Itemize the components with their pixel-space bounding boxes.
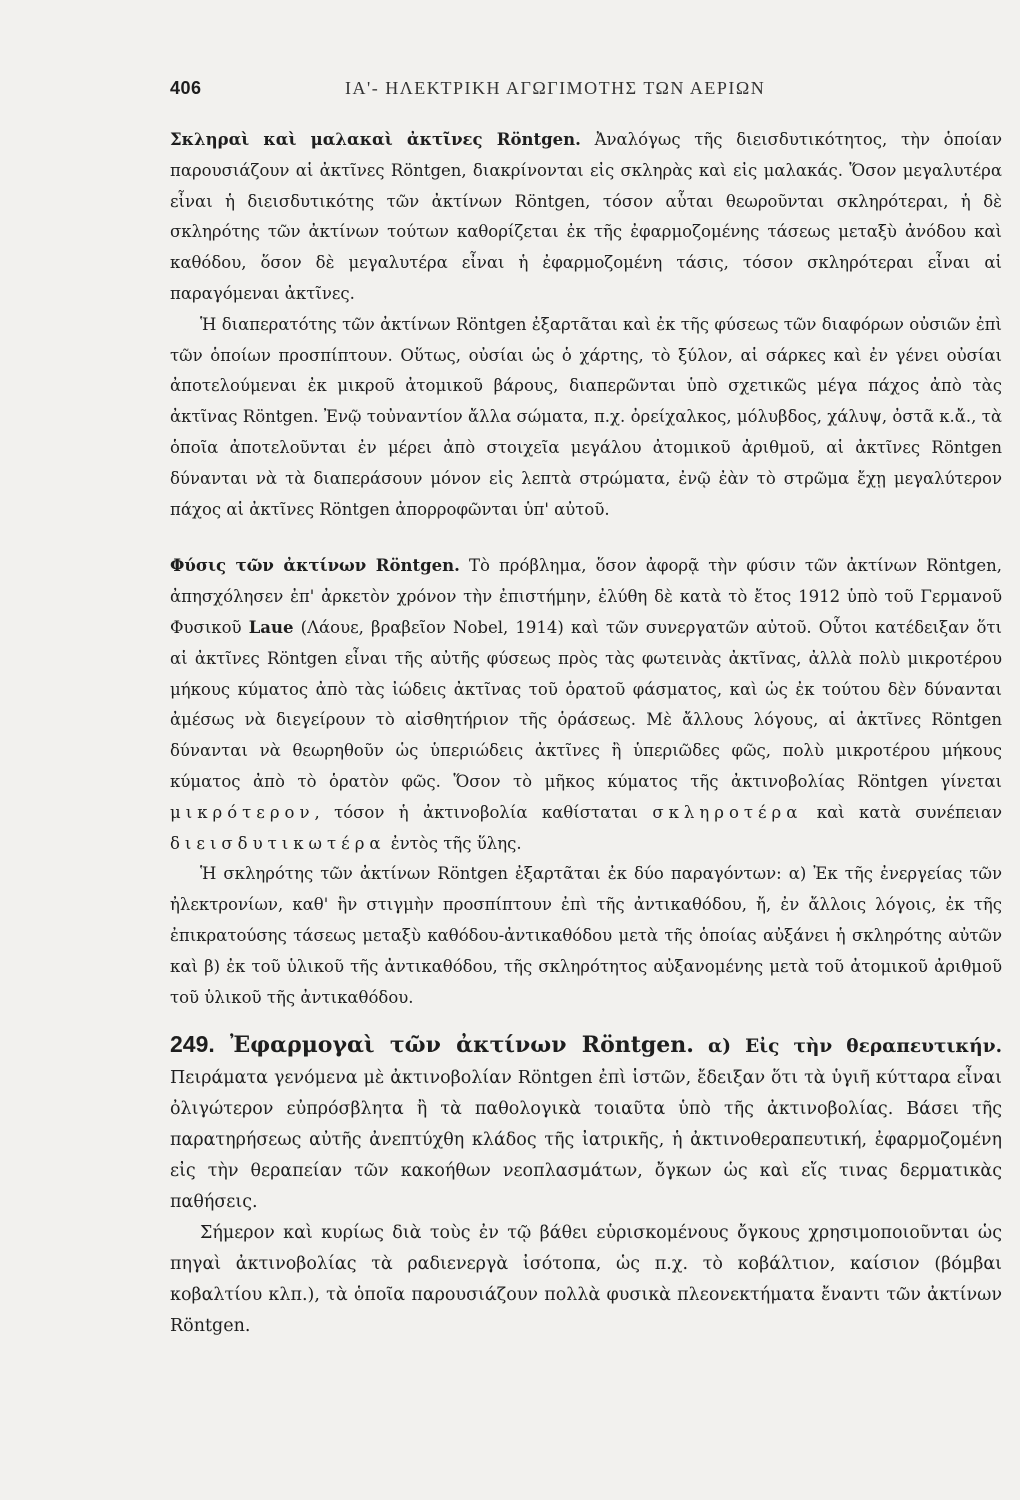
paragraph-text: (Λάουε, βραβεῖον Nobel, 1914) καὶ τῶν συνεργατῶν αὐτοῦ. Οὗτοι κατέδειξαν ὅτι αἱ ἀκτῖνες Röntgen εἶναι τῆς αὐτῆς φύσεως πρὸς τὰς φωτεινὰς ἀκτῖνας, ἀλλὰ πολὺ μικροτέρου μήκους κύματος ἀπὸ τὰς ἰώδεις ἀκτῖνας τοῦ ὁρατοῦ φάσματος, καὶ ὡς ἐκ τούτου δὲν δύνανται ἀμέσως νὰ διεγείρουν τὸ αἰσθητήριον τῆς ὁράσεως. Μὲ ἄλλους λόγους, αἱ ἀκτῖνες Röntgen δύνανται νὰ θεωρηθοῦν ὡς ὑπεριώδεις ἀκτῖνες ἢ ὑπεριῶδες φῶς, πολὺ μικροτέρου μήκους κύματος ἀπὸ τὸ ὁρατὸν φῶς. Ὅσον τὸ μῆκος κύματος τῆς ἀκτινοβολίας Röntgen γίνεται xyxy=(170,617,1002,791)
subsection-heading-nature: Φύσις τῶν ἀκτίνων Röntgen. xyxy=(170,556,460,576)
section-249 xyxy=(170,1029,1002,1218)
paragraph-text: Πειράματα γενόμενα μὲ ἀκτινοβολίαν Röntgen ἐπὶ ἱστῶν, ἔδειξαν ὅτι τὰ ὑγιῆ κύτταρα εἶναι ὀλιγώτερον εὐπρόσβλητα ἢ τὰ παθολογικὰ τοιαῦτα ὑπὸ τῆς ἀκτινοβολίας. Βάσει τῆς παρατηρήσεως αὐτῆς ἀνεπτύχθη κλάδος τῆς ἰατρικῆς, ἡ ἀκτινοθεραπευτική, ἐφαρμοζομένη εἰς τὴν θεραπείαν τῶν κακοήθων νεοπλασμάτων, ὄγκων ὡς καὶ εἴς τινας δερματικὰς παθήσεις. xyxy=(170,1068,1002,1213)
paragraph-text: Σήμερον καὶ κυρίως διὰ τοὺς ἐν τῷ βάθει εὑρισκομένους ὄγκους χρησιμοποιοῦνται ὡς πηγαὶ ἀκτινοβολίας τὰ ραδιενεργὰ ἰσότοπα, ὡς π.χ. τὸ κοβάλτιον, καίσιον (βόμβαι κοβαλτίου κλπ.), τὰ ὁποῖα παρουσιάζουν πολλὰ φυσικὰ πλεονεκτήματα ἔναντι τῶν ἀκτίνων Röntgen. xyxy=(170,1223,1002,1337)
paragraph xyxy=(170,859,1002,1013)
emphasized-word: σκληροτέρα xyxy=(652,802,803,822)
paragraph-text: Ἀναλόγως τῆς διεισδυτικότητος, τὴν ὁποίαν παρουσιάζουν αἱ ἀκτῖνες Röntgen, διακρίνονται εἰς σκληρὰς καὶ εἰς μαλακάς. Ὅσον μεγαλυτέρα εἶναι ἡ διεισδυτικότης τῶν ἀκτίνων Röntgen, τόσον αὗται θεωροῦνται σκληρότεραι, ἡ δὲ σκληρότης τῶν ἀκτίνων τούτων καθορίζεται ἐκ τῆς ἐφαρμοζομένης τάσεως μεταξὺ ἀνόδου καὶ καθόδου, ὅσον δὲ μεγαλυτέρα εἶναι ἡ ἐφαρμοζομένη τάσις, τόσον σκληρότεραι εἶναι αἱ παραγόμεναι ἀκτῖνες. xyxy=(170,130,1003,303)
section-number: 249. xyxy=(170,1031,215,1058)
paragraph-text: ἐντὸς τῆς ὕλης. xyxy=(385,833,522,853)
paragraph-text: Τὸ πρόβλημα, ὅσον ἀφορᾷ τὴν φύσιν τῶν ἀκτίνων Röntgen, ἀπησχόλησεν ἐπ' ἀρκετὸν χρόνον τὴν ἐπιστήμην, ἐλύθη δὲ κατὰ τὸ ἔτος 1912 ὑπὸ τοῦ Γερμανοῦ Φυσικοῦ xyxy=(170,556,1002,637)
section-subtitle: α) Εἰς τὴν θεραπευτικήν. xyxy=(693,1036,1003,1058)
paragraph xyxy=(170,125,1002,310)
emphasized-word: μικρότερον xyxy=(170,802,315,822)
paragraph-text: , τόσον ἡ ἀκτινοβολία καθίσταται xyxy=(314,802,653,822)
paragraph-text: καὶ κατὰ συνέπειαν xyxy=(802,802,1002,822)
paragraph xyxy=(170,1218,1002,1342)
section-title: Ἐφαρμογαὶ τῶν ἀκτίνων Röntgen. xyxy=(214,1032,694,1059)
emphasized-word: διεισδυτικωτέρα xyxy=(170,833,386,853)
page-header xyxy=(170,78,1020,108)
subsection-heading-hard-soft: Σκληραὶ καὶ μαλακαὶ ἀκτῖνες Röntgen. xyxy=(170,130,581,149)
paragraph xyxy=(170,310,1002,526)
paragraph-text: Ἡ διαπερατότης τῶν ἀκτίνων Röntgen ἐξαρτᾶται καὶ ἐκ τῆς φύσεως τῶν διαφόρων οὐσιῶν ἐπὶ τῶν ὁποίων προσπίπτουν. Οὕτως, οὐσίαι ὡς ὁ χάρτης, τὸ ξύλον, αἱ σάρκες καὶ ἐν γένει οὐσίαι ἀποτελούμεναι ἐκ μικροῦ ἀτομικοῦ βάρους, διαπερῶνται ὑπὸ σχετικῶς μέγα πάχος ἀπὸ τὰς ἀκτῖνας Röntgen. Ἐνῷ τοὐναντίον ἄλλα σώματα, π.χ. ὀρείχαλκος, μόλυβδος, χάλυψ, ὀστᾶ κ.ἄ., τὰ ὁποῖα ἀποτελοῦνται ἐν μέρει ἀπὸ στοιχεῖα μεγάλου ἀτομικοῦ ἀριθμοῦ, αἱ ἀκτῖνες Röntgen δύνανται νὰ τὰ διαπεράσουν μόνον εἰς λεπτὰ στρώματα, ἐνῷ ἐὰν τὸ στρῶμα ἔχῃ μεγαλύτερον πάχος αἱ ἀκτῖνες Röntgen ἀπορροφῶνται ὑπ' αὐτοῦ. xyxy=(170,314,1002,519)
page-number: 406 xyxy=(170,78,202,98)
scientist-name: Laue xyxy=(248,617,294,637)
paragraph xyxy=(170,551,1002,859)
running-title: ΙΑ'- ΗΛΕΚΤΡΙΚΗ ΑΓΩΓΙΜΟΤΗΣ ΤΩΝ ΑΕΡΙΩΝ xyxy=(345,78,766,98)
paragraph-text: Ἡ σκληρότης τῶν ἀκτίνων Röntgen ἐξαρτᾶται ἐκ δύο παραγόντων: α) Ἐκ τῆς ἐνεργείας τῶν ἠλεκτρονίων, καθ' ἣν στιγμὴν προσπίπτουν ἐπὶ τῆς ἀντικαθόδου, ἤ, ἐν ἄλλοις λόγοις, ἐκ τῆς ἐπικρατούσης τάσεως μεταξὺ καθόδου-ἀντικαθόδου μετὰ τῆς ὁποίας αὐξάνει ἡ σκληρότης αὐτῶν καὶ β) ἐκ τοῦ ὑλικοῦ τῆς ἀντικαθόδου, τῆς σκληρότητος αὐξανομένης μετὰ τοῦ ἀτομικοῦ ἀριθμοῦ τοῦ ὑλικοῦ τῆς ἀντικαθόδου. xyxy=(170,864,1002,1007)
page-body xyxy=(170,125,1002,1342)
